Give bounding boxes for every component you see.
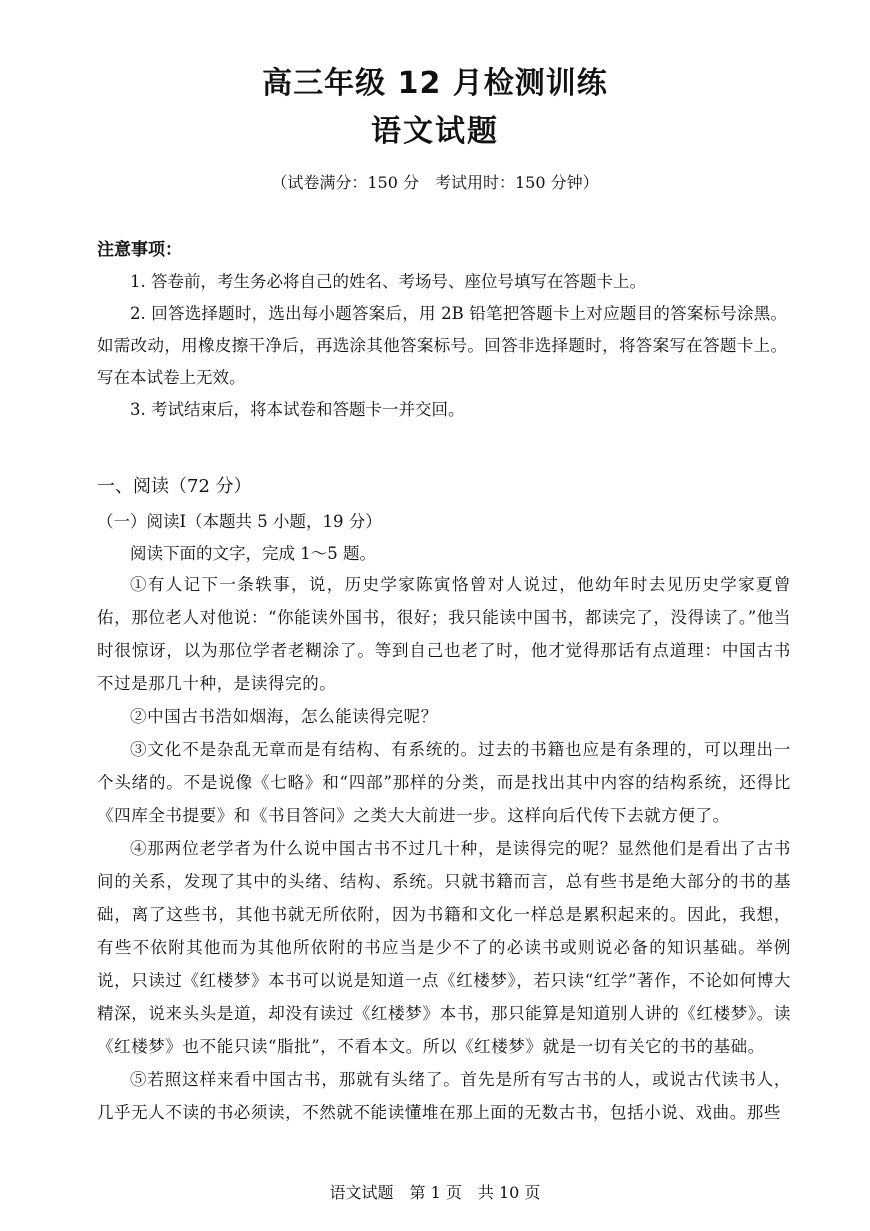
notice-item: 2. 回答选择题时，选出每小题答案后，用 2B 铅笔把答题卡上对应题目的答案标号涂黑。如需改动，用橡皮擦干净后，再选涂其他答案标号。回答非选择题时，将答案写在答题卡上。写在本试卷上无效。 (97, 304, 787, 387)
passage-paragraph: ③文化不是杂乱无章而是有结构、有系统的。过去的书籍也应是有条理的，可以理出一个头绪的。不是说像《七略》和“四部”那样的分类，而是找出其中内容的结构系统，还得比《四库全书提要》和《书目答问》之类大大前进一步。这样向后代传下去就方便了。 (97, 740, 791, 825)
exam-title: 高三年级 12 月检测训练 (262, 66, 608, 101)
reading-passage (97, 568, 791, 1129)
exam-info: （试卷满分：150 分 考试用时：150 分钟） (271, 173, 599, 192)
passage-paragraph: ⑤若照这样来看中国古书，那就有头绪了。首先是所有写古书的人，或说古代读书人，几乎无人不读的书必须读，不然就不能读懂堆在那上面的无数古书，包括小说、戏曲。那些 (97, 1070, 791, 1122)
reading-instruction: 阅读下面的文字，完成 1～5 题。 (130, 544, 376, 563)
notice-heading: 注意事项： (97, 240, 182, 260)
section-title: 一、阅读（72 分） (97, 476, 252, 497)
notice-list (97, 266, 787, 426)
notice-item: 3. 考试结束后，将本试卷和答题卡一并交回。 (130, 400, 465, 419)
passage-paragraph: ①有人记下一条轶事，说，历史学家陈寅恪曾对人说过，他幼年时去见历史学家夏曾佑，那位老人对他说：“你能读外国书，很好；我只能读中国书，都读完了，没得读了。”他当时很惊讶，以为那位学者老糊涂了。等到自己也老了时，他才觉得那话有点道理：中国古书不过是那几十种，是读得完的。 (97, 575, 791, 693)
passage-paragraph: ④那两位老学者为什么说中国古书不过几十种，是读得完的呢？显然他们是看出了古书间的关系，发现了其中的头绪、结构、系统。只就书籍而言，总有些书是绝大部分的书的基础，离了这些书，其他书就无所依附，因为书籍和文化一样总是累积起来的。因此，我想，有些不依附其他而为其他所依附的书应当是少不了的必读书或则说必备的知识基础。举例说，只读过《红楼梦》本书可以说是知道一点《红楼梦》，若只读“红学”著作，不论如何博大精深，说来头头是道，却没有读过《红楼梦》本书，那只能算是知道别人讲的《红楼梦》。读《红楼梦》也不能只读“脂批”，不看本文。所以《红楼梦》就是一切有关它的书的基础。 (97, 839, 791, 1056)
page-footer: 语文试题 第 1 页 共 10 页 (329, 1183, 541, 1202)
subsection-title: （一）阅读Ⅰ（本题共 5 小题，19 分） (97, 512, 382, 531)
subject-title: 语文试题 (371, 114, 499, 149)
notice-item: 1. 答卷前，考生务必将自己的姓名、考场号、座位号填写在答题卡上。 (130, 272, 646, 291)
passage-paragraph: ②中国古书浩如烟海，怎么能读得完呢？ (130, 707, 438, 726)
